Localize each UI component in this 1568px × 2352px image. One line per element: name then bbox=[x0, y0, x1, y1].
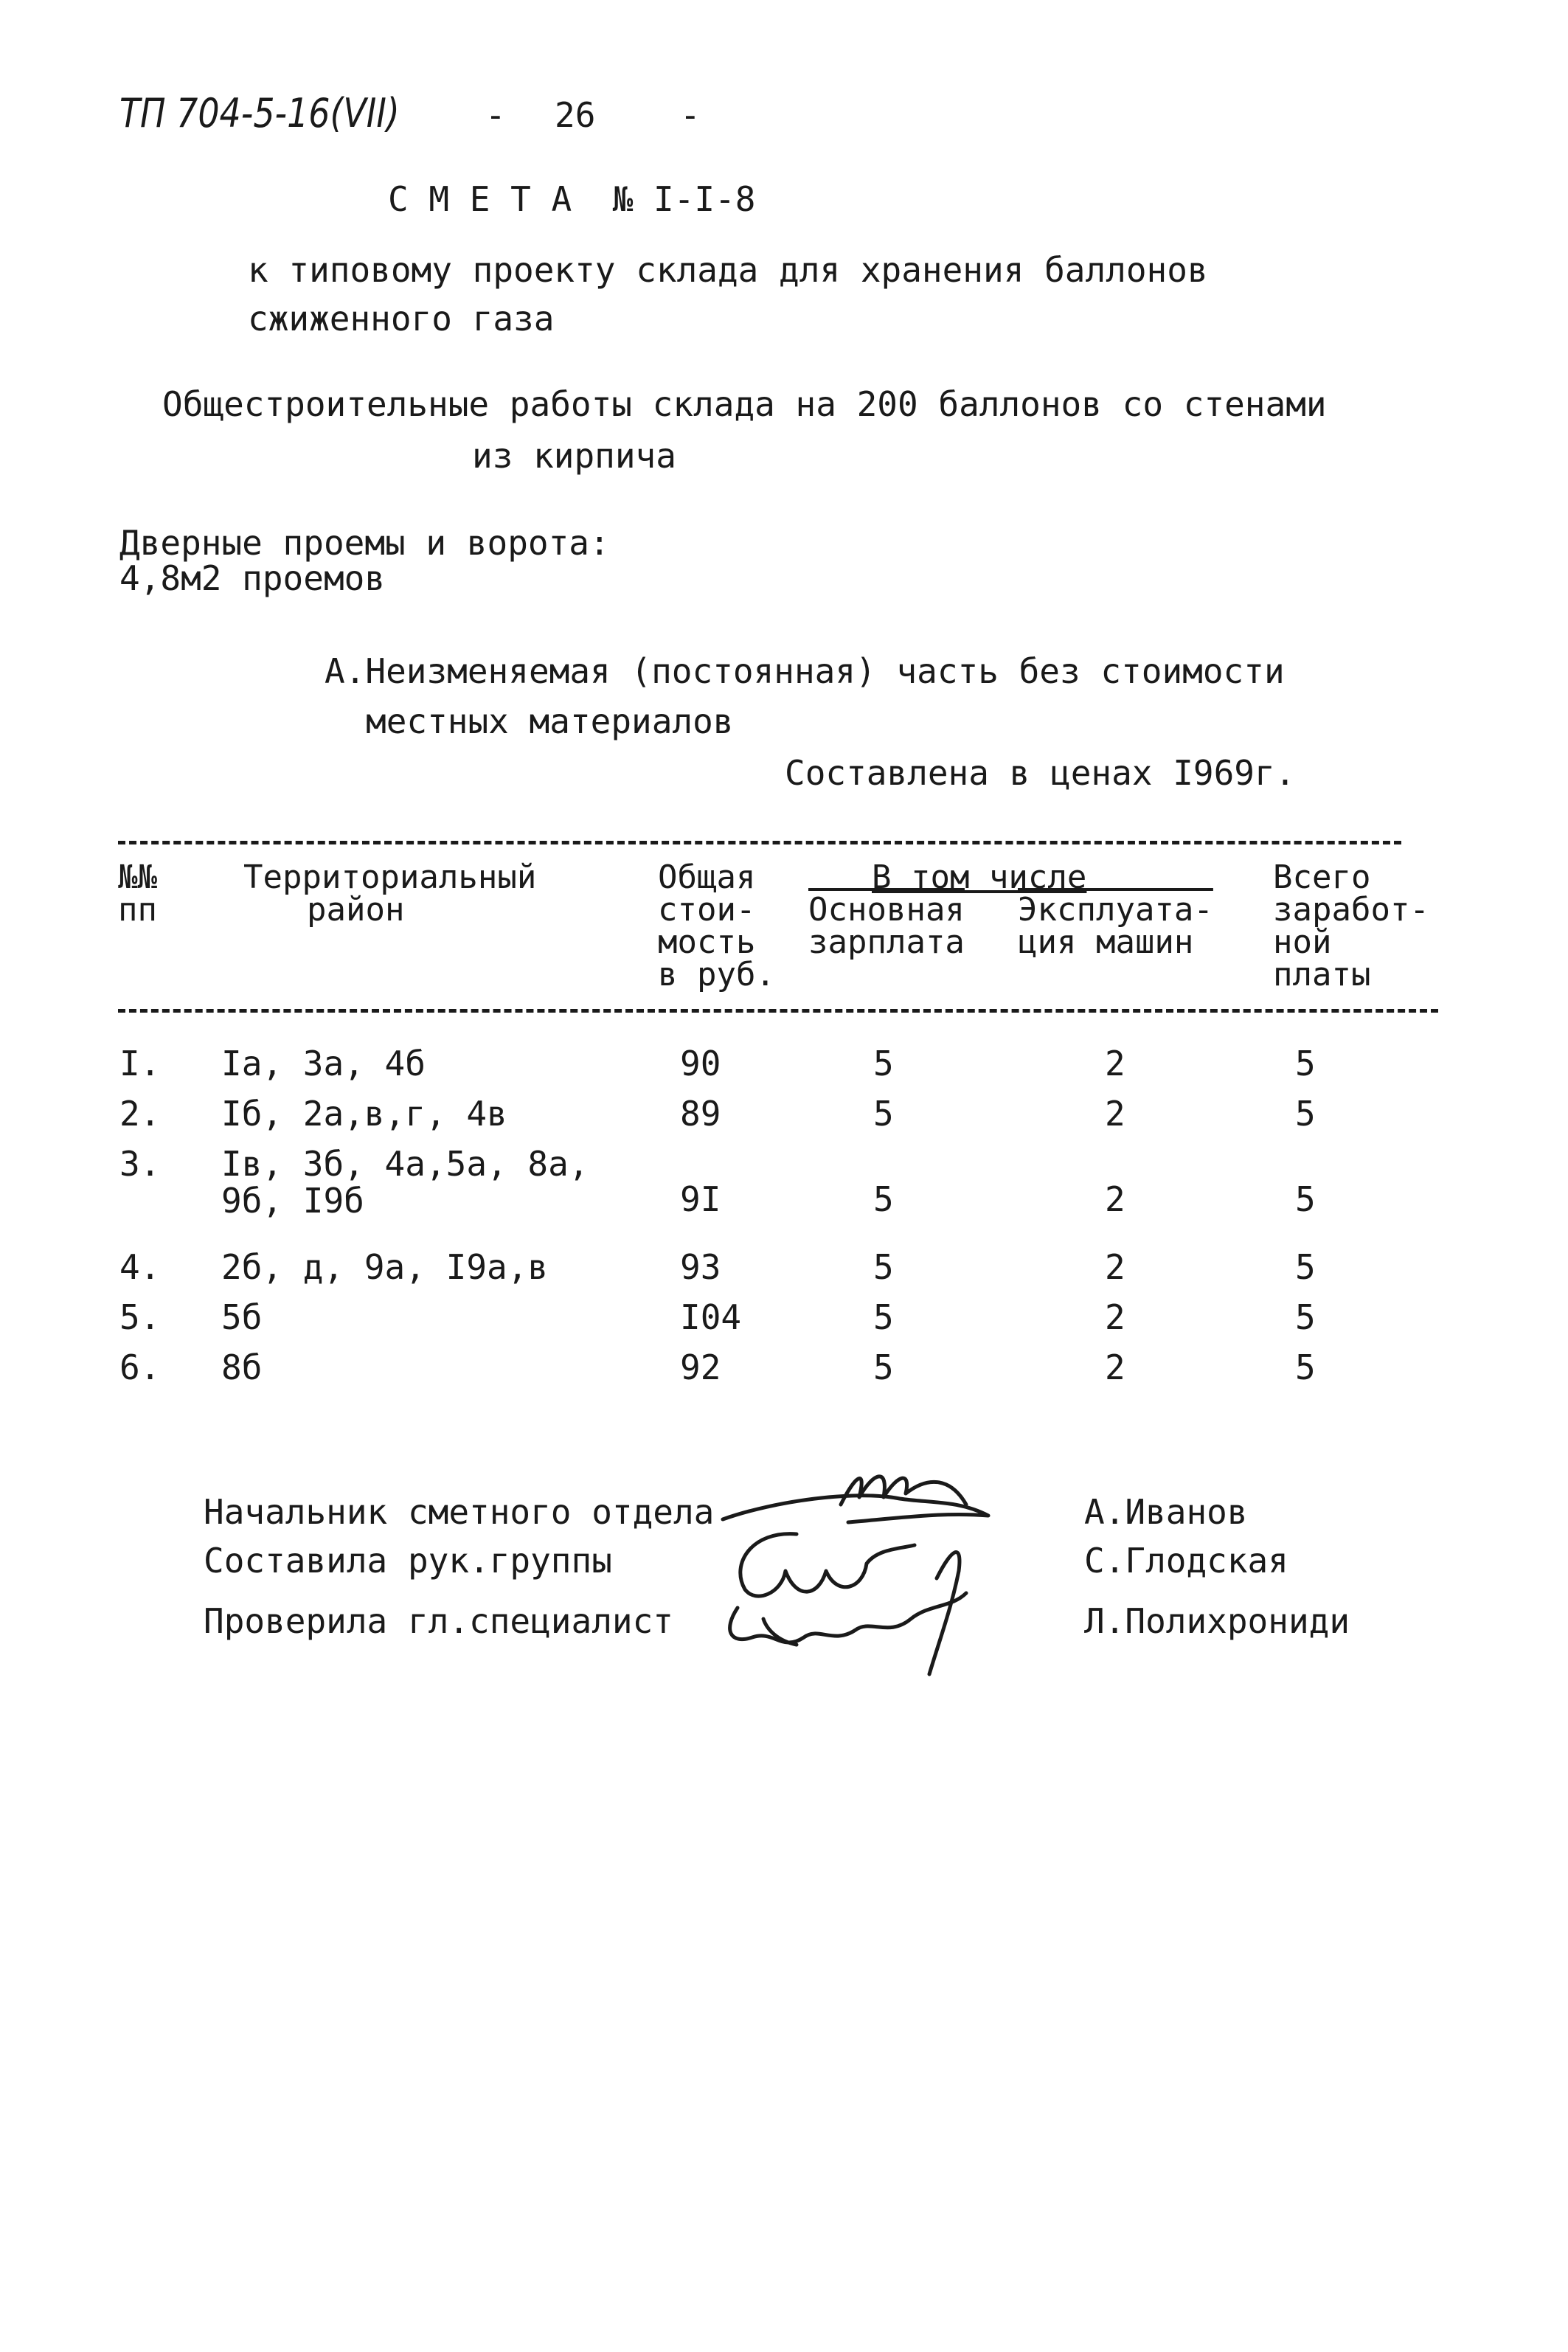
row-3-region: Iв, 3б, 4а,5а, 8а, bbox=[221, 1144, 589, 1184]
row-5-total: I04 bbox=[680, 1297, 742, 1337]
row-3-region-cont: 9б, I9б bbox=[221, 1181, 364, 1221]
signature-name-3: Л.Полихрониди bbox=[1084, 1601, 1350, 1641]
row-4-salary: 5 bbox=[873, 1247, 894, 1287]
page-dash-right: - bbox=[680, 95, 701, 135]
row-1-total: 90 bbox=[680, 1044, 721, 1083]
header-total-3: мость bbox=[658, 923, 756, 961]
title-line-2: сжиженного газа bbox=[248, 299, 555, 339]
row-2-machines: 2 bbox=[1105, 1094, 1125, 1134]
header-machines-2: ция машин bbox=[1018, 923, 1194, 961]
signature-role-2: Составила рук.группы bbox=[204, 1541, 612, 1581]
header-wages-2: заработ- bbox=[1273, 891, 1429, 929]
row-4-total: 93 bbox=[680, 1247, 721, 1287]
row-3-wages: 5 bbox=[1295, 1179, 1316, 1219]
table-header-rule bbox=[118, 1009, 1438, 1013]
row-5-salary: 5 bbox=[873, 1297, 894, 1337]
header-num-1: №№ bbox=[118, 858, 157, 896]
header-wages-1: Всего bbox=[1273, 858, 1371, 896]
row-5-wages: 5 bbox=[1295, 1297, 1316, 1337]
row-2-wages: 5 bbox=[1295, 1094, 1316, 1134]
row-6-region: 8б bbox=[221, 1347, 263, 1387]
row-6-num: 6. bbox=[119, 1347, 161, 1387]
row-3-num: 3. bbox=[119, 1144, 161, 1184]
page-dash-left: - bbox=[485, 95, 506, 135]
row-2-region: Iб, 2а,в,г, 4в bbox=[221, 1094, 507, 1134]
header-wages-3: ной bbox=[1273, 923, 1332, 961]
prices-note: Составлена в ценах I969г. bbox=[785, 753, 1296, 793]
section-line-1: Дверные проемы и ворота: bbox=[119, 523, 610, 563]
part-line-1: А.Неизменяемая (постоянная) часть без стоимости bbox=[325, 651, 1285, 691]
table-top-rule bbox=[118, 841, 1401, 844]
header-num-2: пп bbox=[118, 891, 157, 929]
header-region-2: район bbox=[307, 891, 405, 929]
part-line-2: местных материалов bbox=[366, 701, 734, 741]
row-4-num: 4. bbox=[119, 1247, 161, 1287]
header-including: В том числе bbox=[872, 858, 1087, 896]
row-1-num: I. bbox=[119, 1044, 161, 1083]
signature-name-1: А.Иванов bbox=[1084, 1492, 1248, 1532]
signature-role-1: Начальник сметного отдела bbox=[204, 1492, 715, 1532]
signature-role-3: Проверила гл.специалист bbox=[204, 1601, 673, 1641]
row-4-wages: 5 bbox=[1295, 1247, 1316, 1287]
row-3-machines: 2 bbox=[1105, 1179, 1125, 1219]
title-line-1: к типовому проекту склада для хранения баллонов bbox=[248, 250, 1208, 290]
row-5-region: 5б bbox=[221, 1297, 263, 1337]
row-3-total: 9I bbox=[680, 1179, 721, 1219]
header-total-2: стои- bbox=[658, 891, 756, 929]
header-region-1: Территориальный bbox=[243, 858, 537, 896]
subtitle-line-1: Общестроительные работы склада на 200 баллонов со стенами bbox=[162, 384, 1327, 424]
page-number: 26 bbox=[555, 95, 596, 135]
handwritten-signatures bbox=[708, 1460, 1047, 1711]
header-salary-1: Основная bbox=[808, 891, 965, 929]
estimate-title: С М Е Т А № I-I-8 bbox=[388, 179, 756, 219]
row-4-machines: 2 bbox=[1105, 1247, 1125, 1287]
subtitle-line-2: из кирпича bbox=[472, 436, 676, 476]
header-total-1: Общая bbox=[658, 858, 756, 896]
header-wages-4: платы bbox=[1273, 956, 1371, 993]
row-6-wages: 5 bbox=[1295, 1347, 1316, 1387]
row-4-region: 2б, д, 9а, I9а,в bbox=[221, 1247, 549, 1287]
header-total-4: в руб. bbox=[658, 956, 775, 993]
row-1-wages: 5 bbox=[1295, 1044, 1316, 1083]
row-2-num: 2. bbox=[119, 1094, 161, 1134]
section-line-2: 4,8м2 проемов bbox=[119, 558, 386, 598]
row-1-region: Iа, 3а, 4б bbox=[221, 1044, 426, 1083]
row-1-machines: 2 bbox=[1105, 1044, 1125, 1083]
header-salary-2: зарплата bbox=[808, 923, 965, 961]
row-5-num: 5. bbox=[119, 1297, 161, 1337]
signature-name-2: С.Глодская bbox=[1084, 1541, 1288, 1581]
row-5-machines: 2 bbox=[1105, 1297, 1125, 1337]
doc-code: ТП 704-5-16(VII) bbox=[119, 90, 400, 136]
row-2-total: 89 bbox=[680, 1094, 721, 1134]
row-3-salary: 5 bbox=[873, 1179, 894, 1219]
row-2-salary: 5 bbox=[873, 1094, 894, 1134]
row-6-total: 92 bbox=[680, 1347, 721, 1387]
row-1-salary: 5 bbox=[873, 1044, 894, 1083]
header-machines-1: Эксплуата- bbox=[1018, 891, 1213, 929]
row-6-salary: 5 bbox=[873, 1347, 894, 1387]
row-6-machines: 2 bbox=[1105, 1347, 1125, 1387]
